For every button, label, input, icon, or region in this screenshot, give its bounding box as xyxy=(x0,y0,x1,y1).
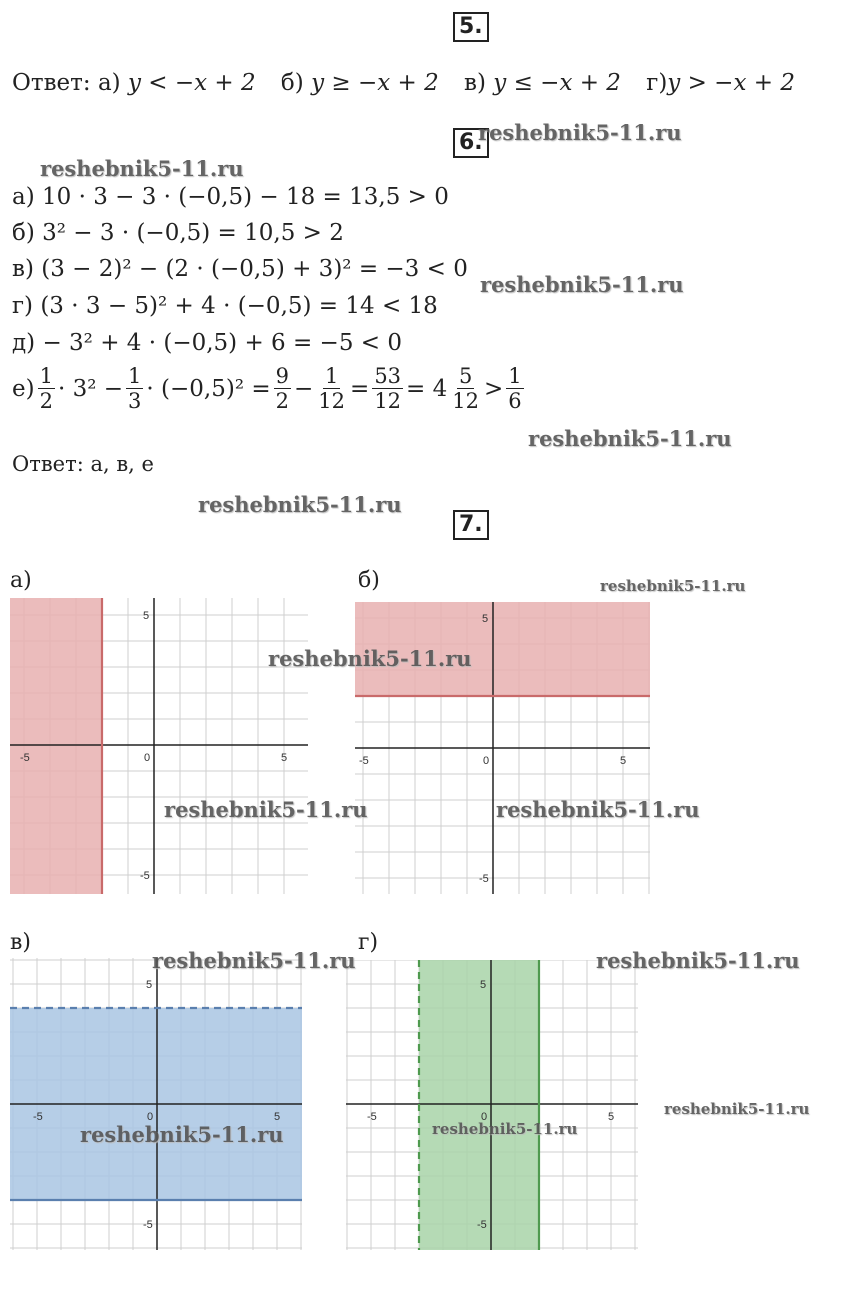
y-tick-label: 5 xyxy=(146,979,153,991)
watermark: reshebnik5-11.ru xyxy=(528,426,732,451)
x-tick-label: -5 xyxy=(359,755,369,767)
panel-label-d: г) xyxy=(358,930,379,955)
watermark: reshebnik5-11.ru xyxy=(496,797,700,822)
shaded-region xyxy=(419,960,539,1250)
task5-answer-prefix: Ответ: xyxy=(12,70,91,96)
y-tick-label: 5 xyxy=(480,979,487,991)
y-tick-label: -5 xyxy=(479,873,489,885)
fraction: $\frac{1}{6}$ xyxy=(508,364,522,413)
watermark: reshebnik5-11.ru xyxy=(478,120,682,145)
task5-label-c: в) xyxy=(464,70,486,96)
watermark: reshebnik5-11.ru xyxy=(80,1122,284,1147)
x-tick-label: 5 xyxy=(608,1111,615,1123)
fraction: $\frac{1}{3}$ xyxy=(128,364,142,413)
task6-f-part1: · 3² − xyxy=(57,375,124,402)
graph-a xyxy=(10,598,308,894)
y-tick-label: 5 xyxy=(143,610,150,622)
graph-c xyxy=(10,958,302,1250)
task6-line-a: а) 10 · 3 − 3 · (−0,5) − 18 = 13,5 > 0 xyxy=(12,184,449,210)
task5-label-d: г) xyxy=(646,70,668,96)
graph-d xyxy=(346,960,638,1250)
y-tick-label: 5 xyxy=(482,613,489,625)
x-tick-label: -5 xyxy=(33,1111,43,1123)
task6-number: 6. xyxy=(453,128,489,158)
task5-expr-b: y ≥ −x + 2 xyxy=(311,70,439,96)
watermark: reshebnik5-11.ru xyxy=(40,156,244,181)
task5-expr-c: y ≤ −x + 2 xyxy=(493,70,621,96)
task6-line-e: д) − 3² + 4 · (−0,5) + 6 = −5 < 0 xyxy=(12,330,402,356)
task6-f-label: е) xyxy=(12,375,35,402)
x-tick-label: 5 xyxy=(274,1111,281,1123)
watermark: reshebnik5-11.ru xyxy=(198,492,402,517)
task5-number: 5. xyxy=(453,12,489,42)
task6-f-eq: = xyxy=(350,375,370,402)
task5-expr-d: y > −x + 2 xyxy=(667,70,795,96)
watermark: reshebnik5-11.ru xyxy=(596,948,800,973)
task6-f-minus: − xyxy=(294,375,314,402)
fraction: $\frac{1}{2}$ xyxy=(39,364,53,413)
x-tick-label: -5 xyxy=(367,1111,377,1123)
x-tick-label: 5 xyxy=(620,755,627,767)
watermark: reshebnik5-11.ru xyxy=(664,1100,810,1118)
panel-label-b: б) xyxy=(358,568,380,593)
y-tick-label: -5 xyxy=(143,1219,153,1231)
watermark: reshebnik5-11.ru xyxy=(152,948,356,973)
fraction: $\frac{9}{2}$ xyxy=(275,364,290,413)
task6-f-eq2: = 4 xyxy=(406,375,448,402)
watermark: reshebnik5-11.ru xyxy=(268,646,472,671)
fraction: $\frac{53}{12}$ xyxy=(374,364,402,413)
task5-label-a: а) xyxy=(97,70,121,96)
task5-expr-a: y < −x + 2 xyxy=(127,70,256,96)
panel-label-a: а) xyxy=(10,568,32,593)
panel-label-c: в) xyxy=(10,930,31,955)
task6-line-f xyxy=(12,364,527,413)
x-tick-label: 0 xyxy=(144,752,151,764)
task6-f-part2: · (−0,5)² = xyxy=(146,375,271,402)
task6-line-d: г) (3 · 3 − 5)² + 4 · (−0,5) = 14 < 18 xyxy=(12,293,438,319)
watermark: reshebnik5-11.ru xyxy=(432,1120,578,1138)
fraction: $\frac{5}{12}$ xyxy=(452,364,479,413)
task6-f-gt: > xyxy=(484,375,504,402)
x-tick-label: 0 xyxy=(483,755,490,767)
x-tick-label: 0 xyxy=(147,1111,154,1123)
x-tick-label: -5 xyxy=(20,752,30,764)
shaded-region xyxy=(10,598,102,894)
watermark: reshebnik5-11.ru xyxy=(164,797,368,822)
y-tick-label: -5 xyxy=(477,1219,487,1231)
task5-answer xyxy=(12,70,795,96)
fraction: $\frac{1}{12}$ xyxy=(318,364,346,413)
task6-answer: Ответ: а, в, е xyxy=(12,452,154,476)
task6-line-b: б) 3² − 3 · (−0,5) = 10,5 > 2 xyxy=(12,220,344,246)
task5-label-b: б) xyxy=(280,70,304,96)
x-tick-label: 5 xyxy=(281,752,288,764)
y-tick-label: -5 xyxy=(140,870,150,882)
watermark: reshebnik5-11.ru xyxy=(600,577,746,595)
x-tick-label: 0 xyxy=(481,1111,488,1123)
task6-line-c: в) (3 − 2)² − (2 · (−0,5) + 3)² = −3 < 0 xyxy=(12,256,468,282)
watermark: reshebnik5-11.ru xyxy=(480,272,684,297)
task7-number: 7. xyxy=(453,510,489,540)
